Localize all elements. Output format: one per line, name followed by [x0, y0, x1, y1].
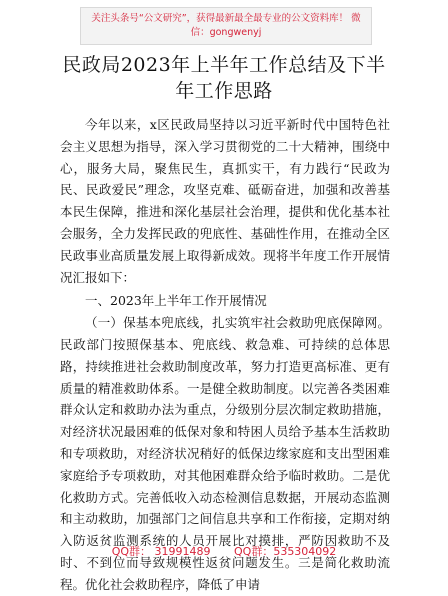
promo-banner-text: 关注头条号“公文研究”，获得最新最全最专业的公文资料库！ 微信：gongwenyj: [91, 13, 361, 38]
promo-banner: [80, 7, 372, 45]
body-paragraph: （一）保基本兜底线，扎实筑牢社会救助兜底保障网。民政部门按照保基本、兜底线、救急难、可持续的总体思路，持续推进社会救助制度改革，努力打造更高标准、更有质量的精准救助体系。一是健全救助制度。以完善各类困难群众认定和救助办法为重点，分级别分层次制定救助措施，对经济状况最困难的低保对象和特困人员给予基本生活救助和专项救助，对经济状况稍好的低保边缘家庭和支出型困难家庭给予专项救助，对其他困难群众给予临时救助。二是优化救助方式。完善低收入动态检测信息数据，开展动态监测和主动救助，加强部门之间信息共享和工作衔接，定期对纳入防返贫监测系统的人员开展比对摸排，严防因救助不及时、不到位而导致规模性返贫问题发生。三是简化救助流程。优化社会救助程序，降低了申请: [60, 315, 390, 592]
footer-qq-group-1: QQ群： 31991489: [111, 545, 211, 558]
document-body: [60, 114, 390, 596]
intro-paragraph: 今年以来，x区民政局坚持以习近平新时代中国特色社会主义思想为指导，深入学习贯彻党的二十大精神，围绕中心，服务大局，聚焦民生，真抓实干，有力践行“民政为民、民政爱民”理念，攻坚克难、砥砺奋进，加强和改善基本民生保障，推进和深化基层社会治理，提供和优化基本社会服务，全力发挥民政的兜底性、基础性作用，在推动全区民政事业高质量发展上取得新成效。现将半年度工作开展情况汇报如下：: [60, 117, 390, 285]
document-title: 民政局2023年上半年工作总结及下半年工作思路: [62, 54, 386, 102]
footer-qq-group-2: QQ群：535304092: [234, 545, 337, 558]
section-heading: 一、2023年上半年工作开展情况: [85, 293, 267, 309]
footer: [0, 543, 448, 559]
